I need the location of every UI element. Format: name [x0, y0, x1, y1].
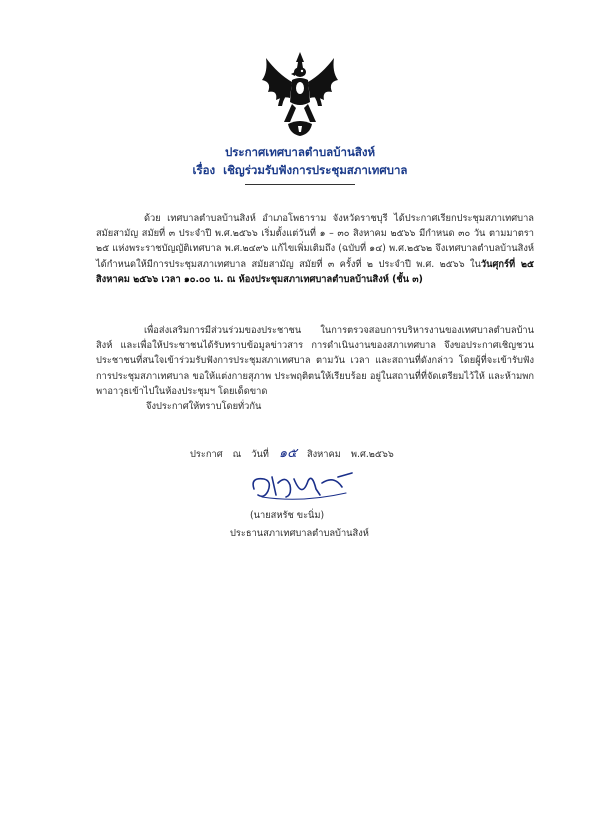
subject-label: เรื่อง	[192, 163, 216, 177]
signature-icon	[242, 469, 362, 503]
garuda-emblem-icon	[258, 50, 342, 138]
title-divider	[245, 184, 355, 185]
signatory-position: ประธานสภาเทศบาลตำบลบ้านสิงห์	[230, 528, 369, 539]
paragraph-1-text: ด้วย เทศบาลตำบลบ้านสิงห์ อำเภอโพธาราม จังหวัดราชบุรี ได้ประกาศเรียกประชุมสภาเทศบาล สมัยสามัญ สมัยที่ ๓ ประจำปี พ.ศ.๒๕๖๖ เริ่มตั้งแต่วันที่ ๑ – ๓๐ สิงหาคม ๒๕๖๖ มีกำหนด ๓๐ วัน ตามมาตรา ๒๕ แห่งพระราชบัญญัติเทศบาล พ.ศ.๒๔๙๖ แก้ไขเพิ่มเติมถึง (ฉบับที่ ๑๔) พ.ศ.๒๕๖๒ จึงเทศบาลตำบลบ้านสิงห์ ได้กำหนดให้มีการประชุมสภาเทศบาล สมัยสามัญ สมัยที่ ๓ ครั้งที่ ๒ ประจำปี พ.ศ. ๒๕๖๖ ใน	[96, 213, 534, 270]
document-title: ประกาศเทศบาลตำบลบ้านสิงห์	[224, 145, 376, 159]
paragraph-invitation: เพื่อส่งเสริมการมีส่วนร่วมของประชาชน ในการตรวจสอบการบริหารงานของเทศบาลตำบลบ้านสิงห์ และเพื่อให้ประชาชนได้รับทราบข้อมูลข่าวสาร การดำเนินงานของสภาเทศบาล จึงขอประกาศเชิญชวนประชาชนที่สนใจเข้าร่วมรับฟังการประชุมสภาเทศบาล ตามวัน เวลา และสถานที่ดังกล่าว โดยผู้ที่จะเข้ารับฟังการประชุมสภาเทศบาล ขอให้แต่งกายสุภาพ ประพฤติตนให้เรียบร้อย อยู่ในสถานที่ที่จัดเตรียมไว้ให้ และห้ามพกพาอาวุธเข้าไปในห้องประชุมฯ โดยเด็ดขาด	[96, 325, 534, 397]
announcement-date	[190, 442, 401, 463]
paragraph-meeting-details	[96, 211, 534, 287]
year: พ.ศ.๒๕๖๖	[350, 449, 394, 460]
day-label: วันที่	[251, 449, 269, 460]
meeting-date-bold: วันศุกร์ที่ ๒๕ สิงหาคม ๒๕๖๖ เวลา ๑๐.๐๐ น. ณ ห้องประชุมสภาเทศบาลตำบลบ้านสิงห์ (ชั้น ๓)	[96, 258, 534, 285]
subject-text: เชิญร่วมรับฟังการประชุมสภาเทศบาล	[223, 163, 408, 177]
header	[0, 143, 600, 179]
subject-line	[0, 161, 600, 179]
closing-line: จึงประกาศให้ทราบโดยทั่วกัน	[146, 401, 262, 412]
signatory-name: (นายสหรัช ขะนิ่ม)	[250, 510, 325, 521]
announce-label: ประกาศ	[190, 449, 223, 460]
handwritten-day: ๑๕	[278, 446, 297, 461]
month: สิงหาคม	[306, 449, 341, 460]
at-label: ณ	[232, 449, 242, 460]
